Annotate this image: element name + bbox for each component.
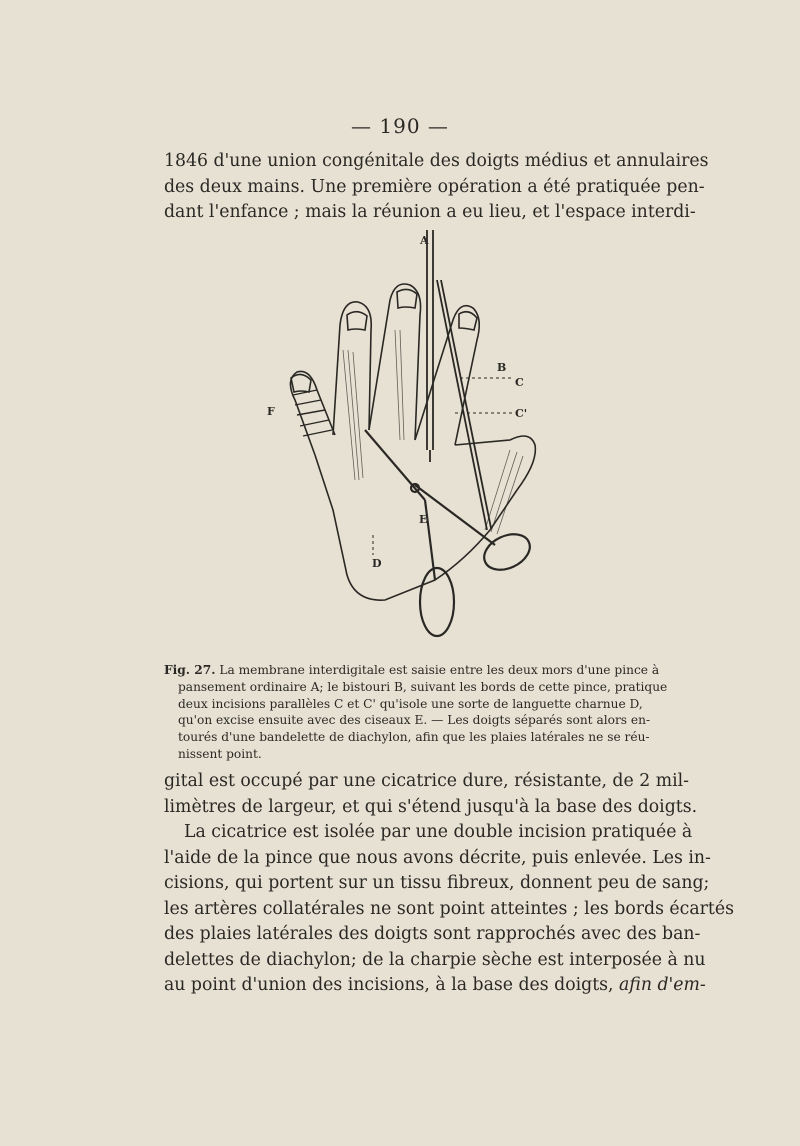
text-line: dant l'enfance ; mais la réunion a eu lieu, et l'espace interdi-: [164, 202, 696, 222]
label-c-prime: C': [515, 407, 528, 420]
caption-line: deux incisions parallèles C et C' qu'isole une sorte de languette charnue D,: [178, 696, 643, 711]
figure-caption: [164, 662, 668, 763]
text-line: 1846 d'une union congénitale des doigts médius et annulaires: [164, 151, 709, 171]
figure-number: Fig. 27.: [164, 663, 216, 677]
text-line: les artères collatérales ne sont point atteintes ; les bords écartés: [164, 898, 734, 919]
caption-line: nissent point.: [178, 746, 262, 761]
text-line: l'aide de la pince que nous avons décrite, puis enlevée. Les in-: [164, 847, 711, 868]
text-line: cisions, qui portent sur un tissu fibreux, donnent peu de sang;: [164, 873, 710, 893]
label-c: C: [515, 376, 524, 389]
label-f: F: [267, 405, 275, 418]
top-paragraph: [164, 149, 709, 226]
text-segment: au point d'union des incisions, à la base des doigts,: [164, 975, 614, 995]
caption-line: tourés d'une bandelette de diachylon, afin que les plaies latérales ne se réu-: [178, 730, 650, 745]
text-line: des plaies latérales des doigts sont rapprochés avec des ban-: [164, 924, 701, 944]
italic-segment: afin d'em-: [619, 975, 706, 995]
text-line: La cicatrice est isolée par une double incision pratiquée à: [184, 822, 693, 842]
label-b: B: [497, 361, 507, 374]
caption-line: pansement ordinaire A; le bistouri B, suivant les bords de cette pince, pratique: [178, 679, 668, 694]
text-line: gital est occupé par une cicatrice dure, résistante, de 2 mil-: [164, 771, 689, 791]
label-d: D: [372, 557, 382, 570]
caption-line: qu'on excise ensuite avec des ciseaux E. — Les doigts séparés sont alors en-: [178, 713, 651, 728]
hand-scissors-illustration: [255, 230, 555, 640]
text-line: delettes de diachylon; de la charpie sèche est interposée à nu: [164, 949, 706, 970]
bottom-paragraph: [164, 769, 734, 999]
text-line: limètres de largeur, et qui s'étend jusqu'à la base des doigts.: [164, 796, 698, 817]
label-a: A: [420, 234, 429, 247]
text-line: des deux mains. Une première opération a été pratiquée pen-: [164, 176, 705, 197]
page-number: — 190 —: [351, 114, 449, 138]
hand-surgery-figure: [255, 230, 555, 640]
text-line-with-italic: [164, 973, 706, 999]
label-e: E: [419, 513, 428, 526]
caption-line: La membrane interdigitale est saisie entre les deux mors d'une pince à: [219, 663, 660, 677]
